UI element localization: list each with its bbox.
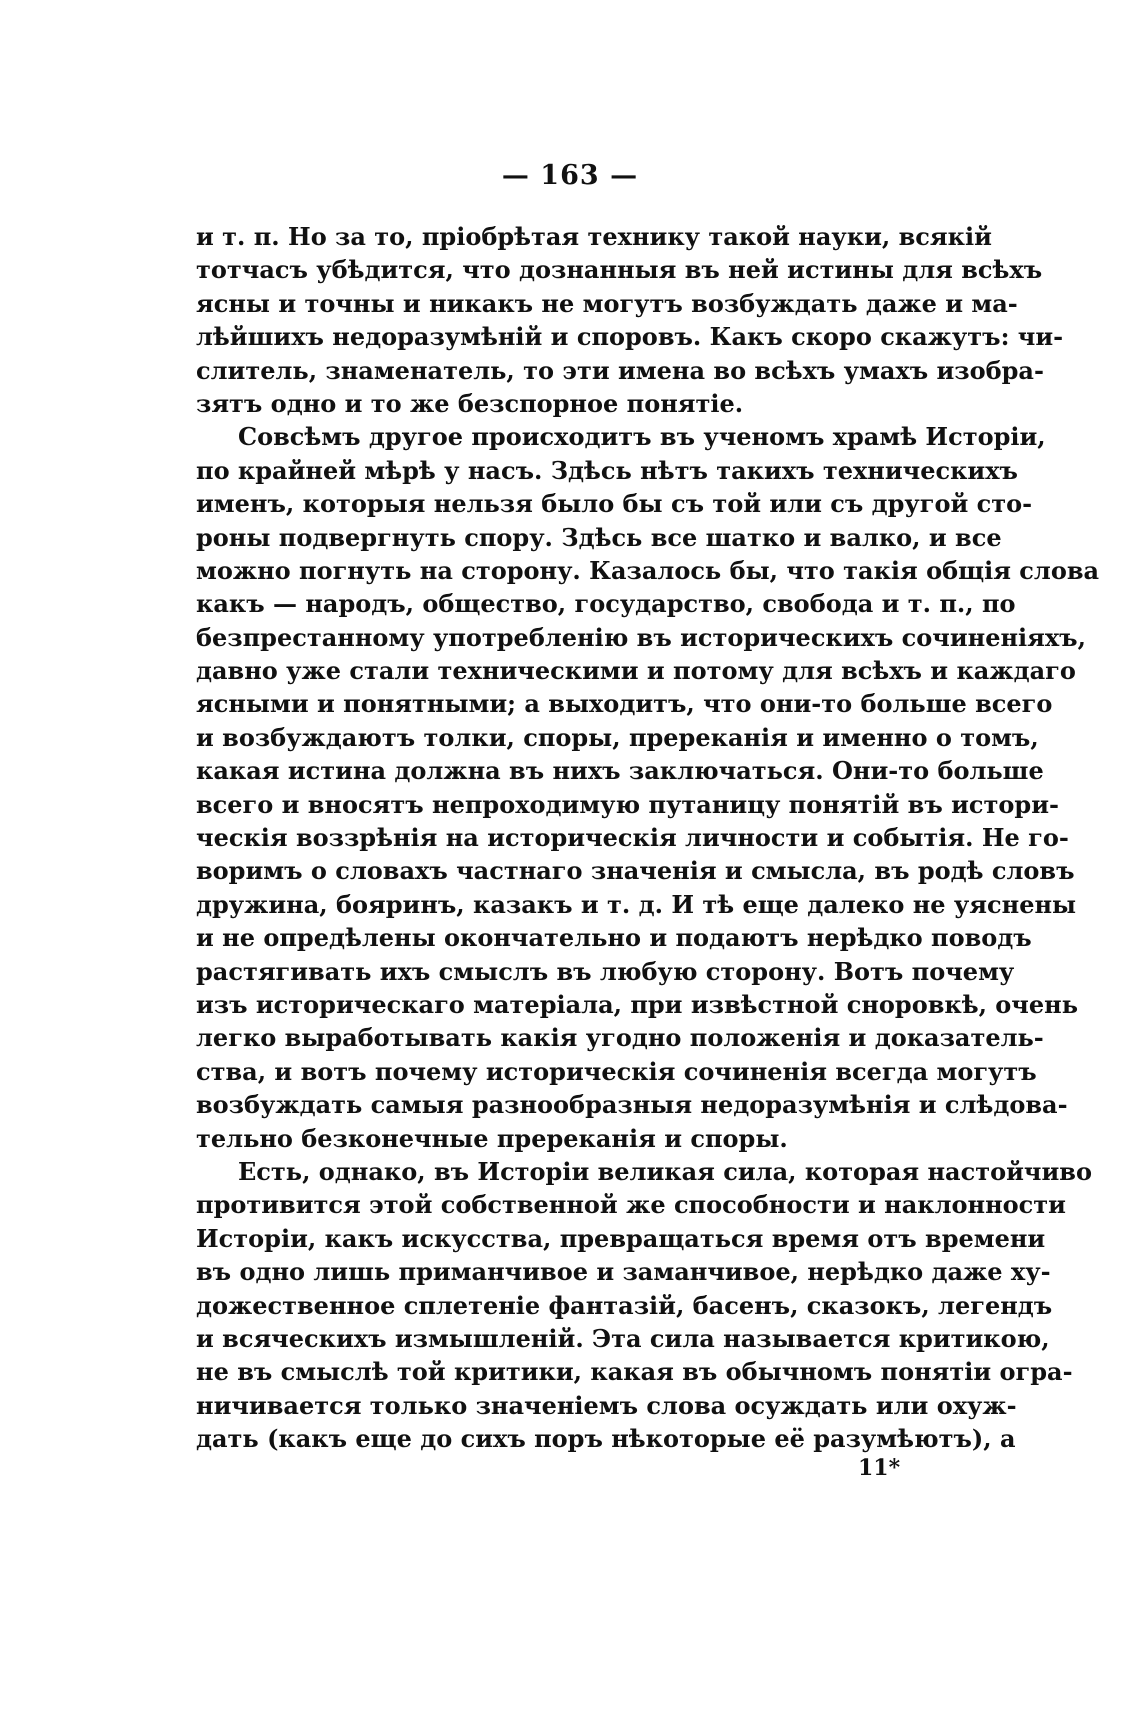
text-line: въ одно лишь приманчивое и заманчивое, нерѣдко даже ху- [196, 1257, 1051, 1287]
text-line: тотчасъ убѣдится, что дознанныя въ ней истины для всѣхъ [196, 255, 1043, 285]
text-line: дружина, бояринъ, казакъ и т. д. И тѣ еще далеко не уяснены [196, 889, 1077, 919]
text-line: всего и вносятъ непроходимую путаницу понятій въ истори- [196, 789, 1059, 819]
page-number: — 163 — [501, 160, 639, 191]
text-line: тельно безконечные пререканія и споры. [196, 1123, 788, 1153]
paragraph-start-line: Есть, однако, въ Исторіи великая сила, которая настойчиво [238, 1156, 1092, 1186]
text-line: какъ — народъ, общество, государство, свобода и т. п., по [196, 589, 1016, 619]
body-text [196, 220, 1100, 1455]
text-line: Исторіи, какъ искусства, превращаться время отъ времени [196, 1223, 1046, 1253]
text-line: воримъ о словахъ частнаго значенія и смысла, въ родѣ словъ [196, 856, 1075, 886]
text-line: именъ, которыя нельзя было бы съ той или съ другой сто- [196, 489, 1033, 519]
text-line: легко выработывать какія угодно положенія и доказатель- [196, 1023, 1044, 1053]
text-line: ясны и точны и никакъ не могутъ возбуждать даже и ма- [196, 288, 1018, 318]
text-line: растягивать ихъ смыслъ въ любую сторону. Вотъ почему [196, 956, 1015, 986]
text-line: и возбуждаютъ толки, споры, пререканія и именно о томъ, [196, 722, 1039, 752]
text-line: роны подвергнуть спору. Здѣсь все шатко и валко, и все [196, 522, 1002, 552]
text-line: дать (какъ еще до сихъ поръ нѣкоторые её разумѣютъ), а [196, 1424, 1016, 1454]
text-line: лѣйшихъ недоразумѣній и споровъ. Какъ скоро скажутъ: чи- [196, 322, 1064, 352]
text-line: ства, и вотъ почему историческія сочиненія всегда могутъ [196, 1056, 1037, 1086]
text-line: безпрестанному употребленію въ историческихъ сочиненіяхъ, [196, 622, 1086, 652]
text-line: можно погнуть на сторону. Казалось бы, что такія общія слова [196, 555, 1100, 585]
text-line: слитель, знаменатель, то эти имена во всѣхъ умахъ изобра- [196, 355, 1044, 385]
paragraph-start-line: Совсѣмъ другое происходитъ въ ученомъ храмѣ Исторіи, [238, 422, 1046, 452]
text-line: противится этой собственной же способности и наклонности [196, 1190, 1066, 1220]
text-line: и не опредѣлены окончательно и подаютъ нерѣдко поводъ [196, 923, 1032, 953]
text-line: изъ историческаго матеріала, при извѣстной сноровкѣ, очень [196, 989, 1078, 1019]
text-line: ясными и понятными; а выходитъ, что они-то больше всего [196, 689, 1053, 719]
text-line: и т. п. Но за то, пріобрѣтая технику такой науки, всякій [196, 222, 992, 251]
signature-mark: 11* [858, 1455, 901, 1481]
text-line: зятъ одно и то же безспорное понятіе. [196, 388, 744, 418]
text-line: ческія воззрѣнія на историческія личности и событія. Не го- [196, 823, 1069, 853]
text-line: не въ смыслѣ той критики, какая въ обычномъ понятіи огра- [196, 1357, 1073, 1387]
text-line: возбуждать самыя разнообразныя недоразумѣнія и слѣдова- [196, 1090, 1068, 1120]
text-line: по крайней мѣрѣ у насъ. Здѣсь нѣтъ такихъ техническихъ [196, 455, 1018, 485]
text-line: какая истина должна въ нихъ заключаться. Они-то больше [196, 756, 1044, 786]
text-line: дожественное сплетеніе фантазій, басенъ, сказокъ, легендъ [196, 1290, 1053, 1320]
text-line: давно уже стали техническими и потому для всѣхъ и каждаго [196, 656, 1076, 686]
text-line: и всяческихъ измышленій. Эта сила называется критикою, [196, 1323, 1050, 1353]
text-line: ничивается только значеніемъ слова осуждать или охуж- [196, 1390, 1017, 1420]
